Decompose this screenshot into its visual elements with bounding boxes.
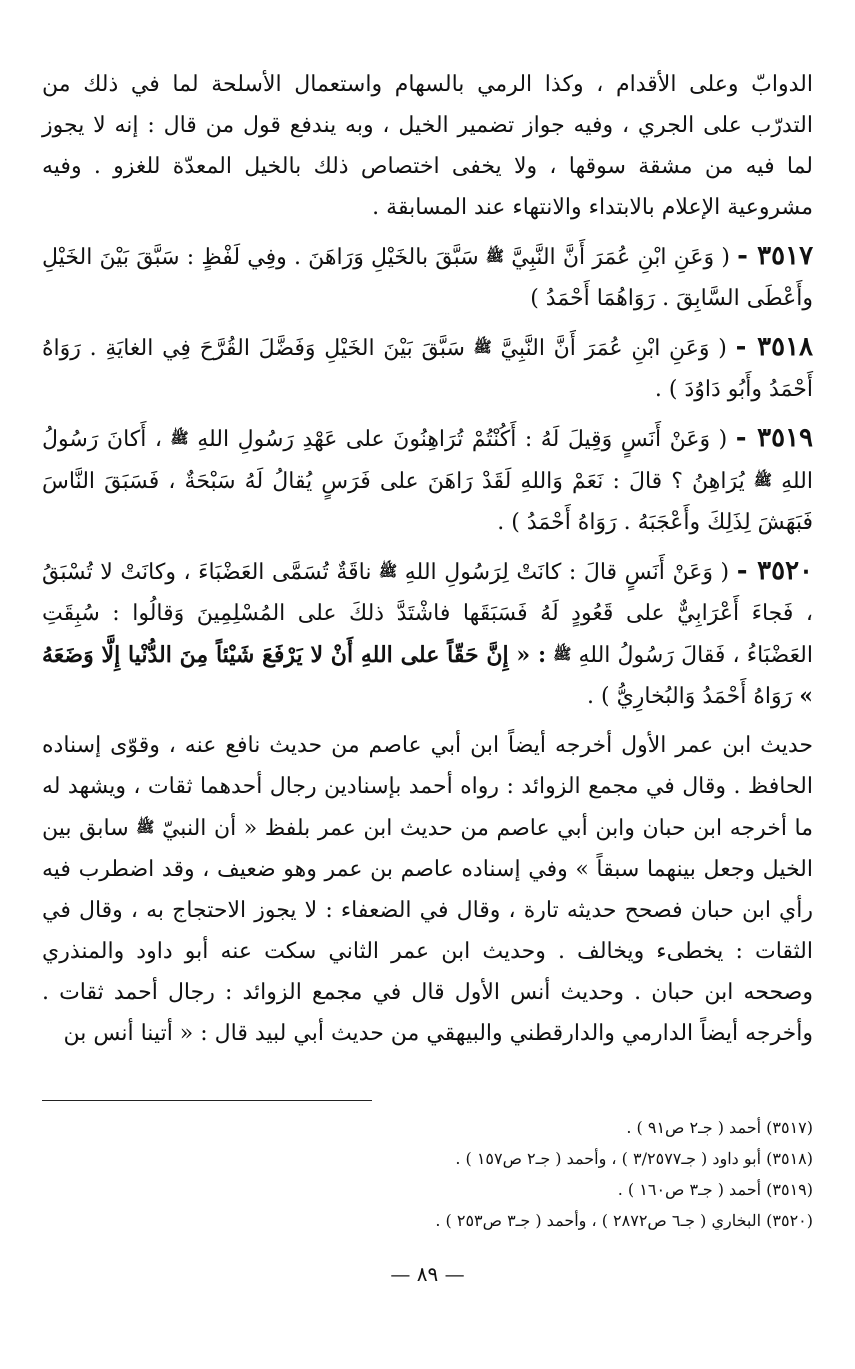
hadith-3520 (42, 551, 813, 717)
footnote-3518: (٣٥١٨) أبو داود ( جـ٣/٢٥٧٧ ) ، وأحمد ( جـ٢ ص١٥٧ ) . (455, 1149, 813, 1168)
hadith-number: ٣٥١٨ - (735, 332, 813, 362)
hadith-text: سَبَّقَ بالخَيْلِ وَرَاهَنَ . وفِي لَفْظٍ : سَبَّقَ بَيْنَ الخَيْلِ وأَعْطَى السَّابِقَ . رَوَاهُمَا أَحْمَدُ ) (42, 245, 813, 311)
hadith-text: ( وَعَنِ ابْنِ عُمَرَ أَنَّ النَّبِيَّ (511, 245, 730, 270)
commentary-text: حديث ابن عمر الأول أخرجه أيضاً ابن أبي عاصم من حديث نافع عنه ، وقوّى إسناده الحافظ . وقال في مجمع الزوائد : رواه أحمد بإسنادين رجال أحدهما ثقات ، ويشهد له ما أخرجه ابن حبان وابن أبي عاصم من حديث ابن عمر بلفظ « أن النبيّ (42, 733, 814, 841)
salawat-ligature: ﷺ (485, 247, 505, 265)
footnote-3520: (٣٥٢٠) البخاري ( جـ٦ ص٢٨٧٢ ) ، وأحمد ( جـ٣ ص٢٥٣ ) . (435, 1211, 813, 1230)
hadith-bold-quote: : « إِنَّ حَقّاً على اللهِ أَنْ لا يَرْفَعَ شَيْئاً مِنَ الدُّنْيا إِلَّا وَضَعَهُ » (42, 642, 813, 709)
commentary-text: سابق بين الخيل وجعل بينهما سبقاً » وفي إسناده عاصم بن عمر وهو ضعيف ، وقد اضطرب فيه رأي ابن حبان فصحح حديثه تارة ، وقال في الضعفاء : لا يجوز الاحتجاج به ، وقال في الثقات : يخطىء ويخالف . وحديث ابن عمر الثاني سكت عنه أبو داود والمنذري وصححه ابن حبان . وحديث أنس الأول قال في مجمع الزوائد : رجال أحمد ثقات . وأخرجه أيضاً الدارمي والدارقطني والبيهقي من حديث أبي لبيد قال : « أتينا أنس بن (42, 816, 813, 1046)
hadith-3519 (42, 418, 813, 543)
hadith-text: ( وَعَنْ أَنَسٍ وَقِيلَ لَهُ : أَكُنْتُمْ تُرَاهِنُونَ على عَهْدِ رَسُولِ اللهِ (197, 427, 728, 452)
intro-paragraph: الدوابّ وعلى الأقدام ، وكذا الرمي بالسهام واستعمال الأسلحة لما في ذلك من التدرّب على الجري ، وفيه جواز تضمير الخيل ، وبه يندفع قول من قال : إنه لا يجوز لما فيه من مشقة سوقها ، ولا يخفى اختصاص ذلك بالخيل المعدّة للغزو . وفيه مشروعية الإعلام بالابتداء والانتهاء عند المسابقة . (42, 72, 813, 220)
hadith-text: ، أَكانَ رَسُولُ اللهِ (42, 427, 813, 494)
hadith-text: سَبَّقَ بَيْنَ الخَيْلِ وَفَضَّلَ القُرَّحَ فِي الغايَةِ . رَوَاهُ أَحْمَدُ وأَبُو دَاوُدَ ) . (42, 336, 813, 402)
hadith-text: يُرَاهِنُ ؟ قالَ : نَعَمْ وَاللهِ لَقَدْ رَاهَنَ على فَرَسٍ يُقالُ لَهُ سَبْحَةٌ ، فَسَبَقَ النَّاسَ فَبَهَشَ لِذَلِكَ وأَعْجَبَهُ . رَوَاهُ أَحْمَدُ ) . (42, 469, 813, 535)
hadith-number: ٣٥١٩ - (735, 423, 813, 453)
main-text (42, 64, 813, 1062)
page-number: — ٨٩ — (390, 1262, 465, 1286)
footnote-3517: (٣٥١٧) أحمد ( جـ٢ ص٩١ ) . (626, 1118, 813, 1137)
hadith-text: ناقَةٌ تُسَمَّى العَضْبَاءَ ، وكانَتْ لا تُسْبَقُ ، فَجاءَ أَعْرَابِيٌّ على قَعُودٍ لَهُ فَسَبَقَها فاشْتَدَّ ذلكَ على المُسْلِمِينَ وَقالُوا : سُبِقَتِ العَضْبَاءُ ، فَقالَ رَسُولُ اللهِ (42, 560, 813, 668)
salawat-ligature: ﷺ (379, 562, 398, 580)
hadith-3517 (42, 236, 813, 319)
salawat-ligature: ﷺ (136, 818, 155, 836)
salawat-ligature: ﷺ (753, 471, 772, 489)
hadith-number: ٣٥١٧ - (737, 241, 814, 271)
hadith-text: رَوَاهُ أَحْمَدُ وَالبُخارِيُّ ) . (587, 684, 793, 709)
footnotes (42, 1112, 813, 1236)
footnote-3519: (٣٥١٩) أحمد ( جـ٣ ص١٦٠ ) . (617, 1180, 813, 1199)
hadith-number: ٣٥٢٠ - (736, 556, 813, 586)
footnote-divider (42, 1100, 372, 1101)
salawat-ligature: ﷺ (170, 429, 189, 447)
salawat-ligature: ﷺ (473, 338, 492, 356)
hadith-text: ( وَعَنْ أَنَسٍ قالَ : كانَتْ لِرَسُولِ اللهِ (404, 560, 730, 585)
salawat-ligature: ﷺ (553, 645, 572, 663)
commentary-paragraph (42, 725, 813, 1054)
hadith-text: ( وَعَنِ ابْنِ عُمَرَ أَنَّ النَّبِيَّ (500, 336, 727, 361)
hadith-3518 (42, 327, 813, 410)
